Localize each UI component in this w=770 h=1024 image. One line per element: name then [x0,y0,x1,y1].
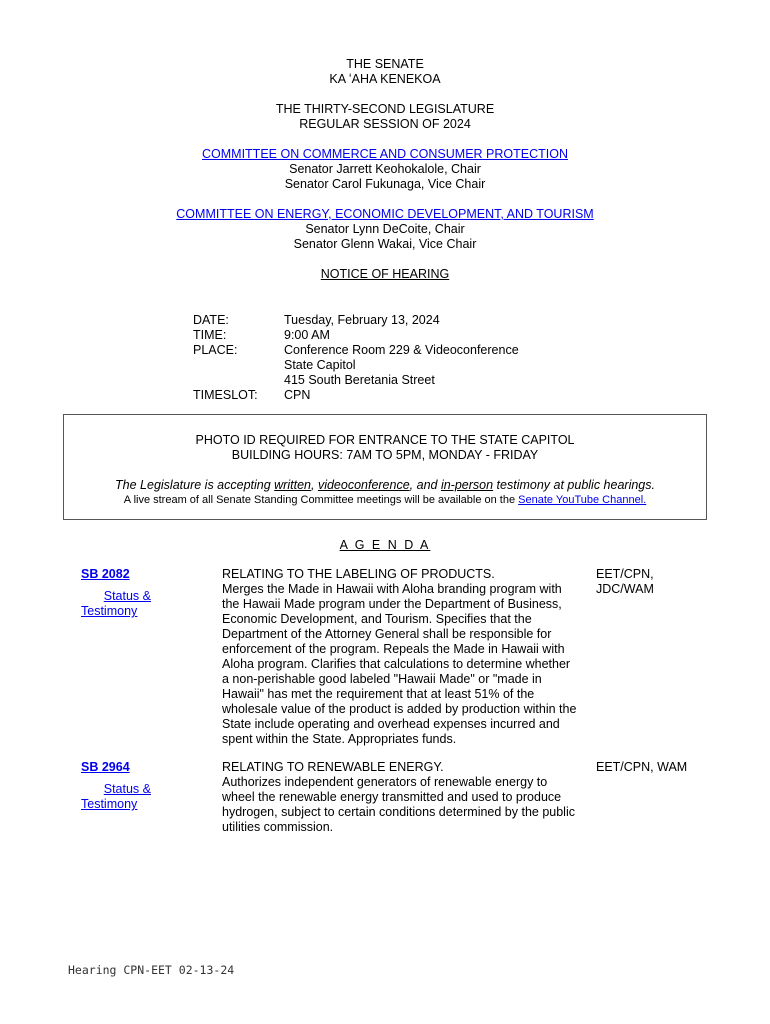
senate-hawaiian-title: KA ʻAHA KENEKOA [329,72,441,86]
senate-title: THE SENATE [346,57,424,71]
bill-description: Merges the Made in Hawaii with Aloha branding program with the Hawaii Made program under the Department of Business, Economic Development, and Tourism. Specifies that the Department of the Attorney General shall be responsible for enforcement of the program. Repeals the Made in Hawaii with Aloha program. Clarifies that calculations to determine whether a non-perishable good labeled "Hawaii Made" or "made in Hawaii" has met the requirement that at least 51% of the wholesale value of the product is added by production within the State include operating and overhead expenses incurred and spent within the State. Appropriates funds. [222,582,577,746]
date-value: Tuesday, February 13, 2024 [284,313,440,327]
notice-box [63,414,707,520]
place-value-2: State Capitol [284,358,356,372]
photo-id-notice: PHOTO ID REQUIRED FOR ENTRANCE TO THE STATE CAPITOL [195,433,575,447]
time-label: TIME: [193,328,227,342]
in-person-testimony-link[interactable]: in-person [440,478,494,492]
committee-cpn-vice-chair: Senator Carol Fukunaga, Vice Chair [284,177,486,191]
committee-cpn-link[interactable]: COMMITTEE ON COMMERCE AND CONSUMER PROTECTION [202,147,568,161]
committee-eet-vice-chair: Senator Glenn Wakai, Vice Chair [293,237,477,251]
status-testimony-link[interactable]: Status & Testimony [81,589,151,618]
committee-eet-link[interactable]: COMMITTEE ON ENERGY, ECONOMIC DEVELOPMENT, AND TOURISM [176,207,594,221]
agenda-title: A G E N D A [339,538,431,552]
hearing-info [193,313,519,403]
youtube-channel-link[interactable]: Senate YouTube Channel. [518,494,647,506]
written-testimony-link[interactable]: written [274,478,311,492]
place-value-3: 415 South Beretania Street [284,373,435,387]
bill-committees: EET/CPN, WAM [596,760,688,774]
committee-cpn-chair: Senator Jarrett Keohokalole, Chair [289,162,481,176]
live-stream-notice: A live stream of all Senate Standing Committee meetings will be available on the Senate YouTube Channel. [123,494,647,506]
timeslot-label: TIMESLOT: [193,388,258,402]
time-value: 9:00 AM [284,328,330,342]
status-testimony-link[interactable]: Status & Testimony [81,782,151,811]
bill-title: RELATING TO THE LABELING OF PRODUCTS. [222,567,495,581]
session-title: REGULAR SESSION OF 2024 [299,117,471,131]
date-label: DATE: [193,313,229,327]
testimony-notice: The Legislature is accepting written, videoconference, and in-person testimony at public hearings. [115,478,655,492]
legislature-title: THE THIRTY-SECOND LEGISLATURE [275,102,495,116]
bill-committees: EET/CPN, JDC/WAM [596,567,654,596]
document-header [0,57,770,282]
timeslot-value: CPN [284,388,311,402]
bill-number-link[interactable]: SB 2082 [81,567,130,581]
bill-description: Authorizes independent generators of renewable energy to wheel the renewable energy transmitted and used to produce hydrogen, subject to certain conditions determined by the public utilities commission. [222,775,575,834]
page-footer: Hearing CPN-EET 02-13-24 [68,963,235,977]
notice-of-hearing-title: NOTICE OF HEARING [320,267,450,281]
building-hours-notice: BUILDING HOURS: 7AM TO 5PM, MONDAY - FRIDAY [231,448,539,462]
bill-title: RELATING TO RENEWABLE ENERGY. [222,760,444,774]
committee-eet-chair: Senator Lynn DeCoite, Chair [305,222,465,236]
videoconference-testimony-link[interactable]: videoconference [317,478,410,492]
place-value-1: Conference Room 229 & Videoconference [284,343,519,357]
bill-number-link[interactable]: SB 2964 [81,760,130,774]
place-label: PLACE: [193,343,238,357]
